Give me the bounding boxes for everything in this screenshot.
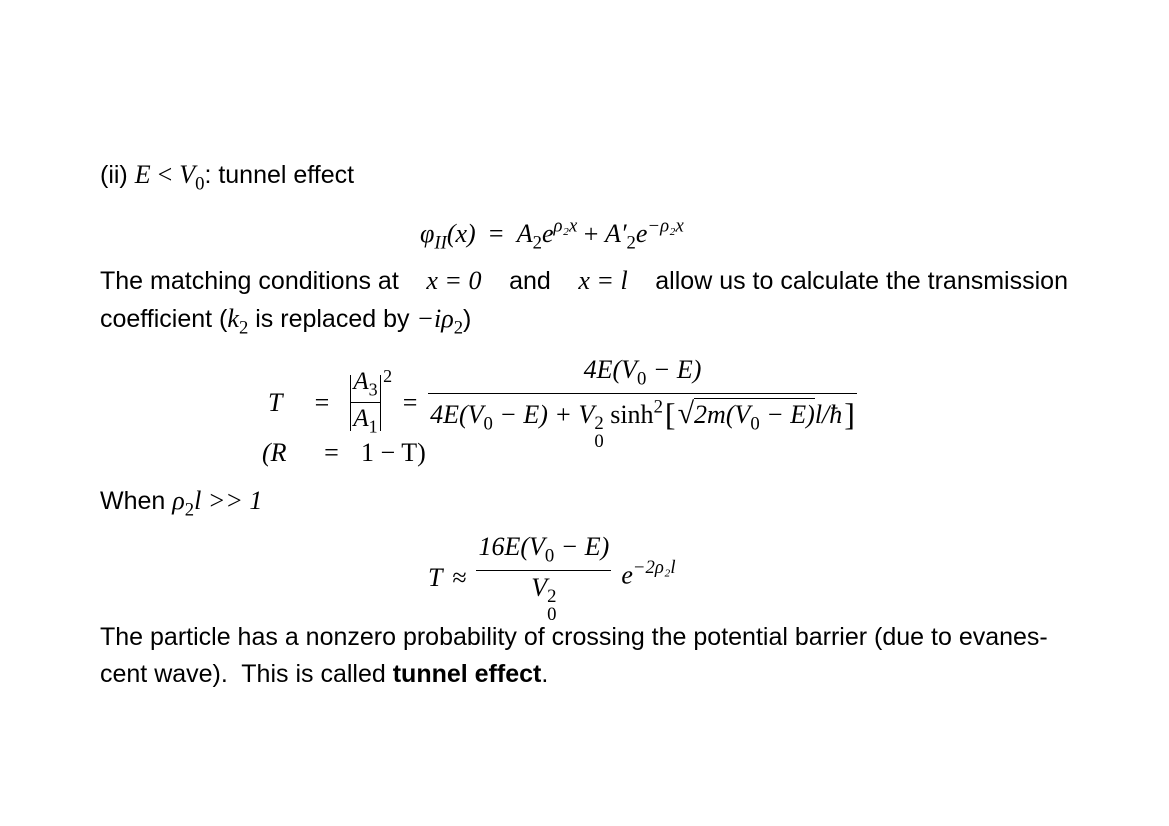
para3-emphasis: tunnel effect	[392, 660, 542, 688]
eq2-den-sinh: sinh	[603, 399, 654, 429]
eq4-exponential	[621, 557, 675, 590]
para2-rho	[172, 486, 195, 521]
equation-transmission	[268, 355, 857, 451]
eq2-den-tail: l/ħ	[814, 399, 843, 429]
para1-repl-sub: 2	[453, 317, 464, 339]
para3-line1: The particle has a nonzero probability of crossing the potential barrier (due to evanes-	[100, 623, 1048, 651]
eq3-lhs: (R	[262, 438, 287, 467]
eq2-equals: =	[314, 387, 330, 417]
section-prefix: (ii)	[100, 161, 128, 189]
eq2-numerator-a: 4E(V	[583, 355, 637, 384]
eq2-bracket-left: [	[664, 395, 676, 432]
paragraph-when	[100, 486, 262, 526]
section-heading	[100, 160, 354, 200]
eq2-ratio-num-symbol: A	[353, 368, 369, 396]
para1-k-sub: 2	[238, 317, 249, 339]
eq1-phi: φ	[420, 219, 435, 249]
para1-text-b: allow us to calculate the transmission	[655, 267, 1068, 295]
eq4-den-scripts	[547, 588, 556, 624]
eq2-ratio-num	[351, 368, 379, 403]
para1-cond1: x = 0	[426, 266, 482, 295]
eq4-den-sup: 2	[547, 586, 557, 608]
eq4-numerator	[476, 532, 611, 571]
eq2-sqrt-end: − E)	[759, 399, 815, 429]
eq2-sqrt-content	[694, 398, 815, 435]
section-suffix: : tunnel effect	[204, 161, 355, 189]
eq2-ratio	[351, 368, 379, 438]
paragraph-matching-line2	[100, 304, 471, 344]
eq4-approx: ≈	[452, 562, 467, 592]
eq2-abs-ratio	[350, 368, 392, 438]
eq3-rhs: 1 − T)	[361, 438, 426, 467]
para1-text-e: )	[463, 305, 472, 333]
para2-rho-sub: 2	[184, 499, 195, 521]
eq2-den-a-sub: 0	[483, 413, 493, 435]
para1-text-c: coefficient (	[100, 305, 228, 333]
paragraph-conclusion-line2	[100, 659, 548, 689]
condition-rhs-sub: 0	[195, 173, 205, 195]
eq2-main-fraction	[428, 355, 857, 451]
eq2-den-b-sup: 2	[594, 413, 604, 435]
eq3-equals: =	[324, 438, 339, 467]
eq2-ratio-den-symbol: A	[353, 405, 369, 433]
eq2-power: 2	[383, 366, 393, 387]
para2-rest: l >> 1	[194, 486, 263, 515]
eq2-ratio-num-sub: 3	[368, 379, 378, 400]
eq2-lhs: T	[268, 387, 283, 417]
equation-approximation	[428, 532, 676, 624]
para3-line2a: cent wave). This is called	[100, 660, 393, 688]
eq1-term2-coef: A′	[604, 219, 627, 249]
eq2-ratio-den-sub: 1	[368, 416, 378, 437]
eq4-lhs: T	[428, 562, 443, 592]
eq4-fraction	[476, 532, 611, 624]
eq1-equals: =	[488, 219, 504, 249]
eq2-bracket-right: ]	[844, 395, 855, 432]
condition-lhs: E	[134, 160, 151, 189]
condition-rhs	[179, 160, 205, 195]
para1-text-a: The matching conditions at	[100, 267, 399, 295]
para1-text-d: is replaced by	[248, 305, 417, 333]
eq1-lhs-arg: (x)	[446, 219, 476, 249]
eq4-num-sub: 0	[544, 545, 555, 567]
eq2-denominator	[428, 394, 857, 451]
para1-and: and	[509, 267, 551, 295]
eq4-exp: −2ρ₂l	[632, 557, 676, 579]
eq4-num-a: 16E(V	[478, 532, 545, 561]
eq1-term2	[604, 216, 684, 254]
condition-rhs-symbol: V	[179, 160, 196, 189]
eq2-den-b-sub: 0	[594, 430, 604, 452]
paragraph-conclusion-line1	[100, 622, 1048, 652]
eq4-denominator	[476, 571, 611, 624]
eq2-den-b: − E) + V	[492, 399, 595, 429]
para1-repl-symbol: −iρ	[416, 304, 454, 333]
equation-wavefunction	[420, 216, 684, 255]
condition-op: <	[157, 160, 173, 189]
para1-repl	[416, 304, 464, 339]
eq1-plus: +	[583, 219, 599, 249]
equation-reflection	[262, 438, 426, 468]
eq2-numerator	[428, 355, 857, 394]
eq1-term2-base: e	[635, 219, 648, 249]
eq2-den-b-scripts	[594, 415, 603, 451]
eq1-term1	[516, 216, 578, 254]
para1-cond2: x = l	[578, 266, 628, 295]
para2-rho-symbol: ρ	[172, 486, 185, 515]
eq1-term1-coef: A	[516, 219, 533, 249]
eq1-lhs	[420, 219, 476, 254]
eq1-term1-base: e	[541, 219, 554, 249]
paragraph-matching-line1	[100, 266, 1068, 296]
eq4-den-sub: 0	[547, 603, 557, 625]
eq2-abs-bar-right	[380, 375, 381, 431]
eq2-numerator-sub: 0	[636, 368, 647, 390]
eq1-lhs-sub: II	[434, 232, 447, 254]
eq1-term1-exp: ρ₂x	[553, 216, 578, 237]
eq4-exp-base: e	[621, 560, 633, 590]
para2-text: When	[100, 487, 173, 515]
eq2-equals2: =	[402, 387, 418, 417]
eq2-den-a: 4E(V	[430, 399, 484, 429]
eq2-numerator-end: − E)	[646, 355, 702, 384]
eq4-den-symbol: V	[531, 572, 548, 602]
eq4-num-end: − E)	[554, 532, 610, 561]
eq1-term2-exp: −ρ₂x	[647, 216, 684, 237]
para1-k-symbol: k	[227, 304, 239, 333]
eq2-sqrt-a: 2m(V	[694, 399, 751, 429]
eq2-den-sinh-sup: 2	[653, 396, 663, 418]
para3-period: .	[541, 660, 549, 688]
eq2-ratio-den	[351, 403, 379, 437]
eq2-sqrt-sub: 0	[750, 413, 760, 435]
para1-k	[227, 304, 249, 339]
eq2-sqrt-sign: √	[677, 396, 695, 430]
eq1-term1-sub: 2	[532, 232, 542, 254]
eq1-term2-sub: 2	[626, 232, 636, 254]
